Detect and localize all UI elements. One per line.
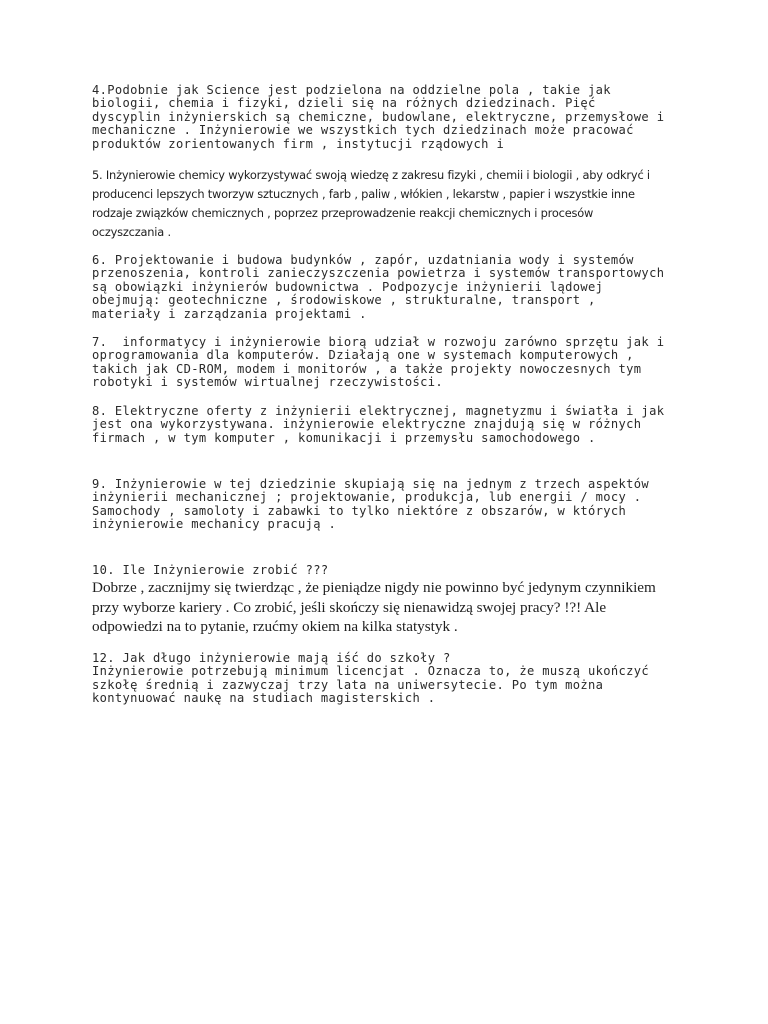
paragraph-line: szkołę średnią i zazwyczaj trzy lata na uniwersytecie. Po tym można [92,677,604,692]
paragraph-6 [92,254,682,321]
paragraph-line: są obowiązki inżynierów budownictwa . Podpozycje inżynierii lądowej [92,279,604,294]
paragraph-line: rodzaje związków chemicznych , poprzez przeprowadzenie reakcji chemicznych i procesów [92,206,594,220]
paragraph-line: jest ona wykorzystywana. inżynierowie elektryczne znajdują się w różnych [92,417,642,432]
paragraph-line: Dobrze , zacznijmy się twierdząc , że pieniądze nigdy nie powinno być jedynym czynnikiem [92,579,656,597]
section-10 [92,564,682,636]
paragraph-line: oprogramowania dla komputerów. Działają one w systemach komputerowych , [92,348,634,363]
paragraph-line: oczyszczania . [92,225,171,239]
paragraph-line: materiały i zarządzania projektami . [92,306,367,321]
paragraph-line: 5. Inżynierowie chemicy wykorzystywać swoją wiedzę z zakresu fizyki , chemii i biologii , aby odkryć i [92,168,650,182]
paragraph-line: produktów zorientowanych firm , instytucji rządowych i [92,136,505,151]
paragraph-4 [92,84,682,151]
paragraph-7 [92,336,682,390]
paragraph-line: 6. Projektowanie i budowa budynków , zapór, uzdatniania wody i systemów [92,253,634,267]
paragraph-line: Inżynierowie potrzebują minimum licencjat . Oznacza to, że muszą ukończyć [92,664,650,679]
paragraph-line: przy wyborze kariery . Co zrobić, jeśli skończy się nienawidzą swojej pracy? !?! Ale [92,598,607,616]
paragraph-line: firmach , w tym komputer , komunikacji i przemysłu samochodowego . [92,430,596,445]
paragraph-line: inżynierowie mechanicy pracują . [92,517,337,532]
section-12 [92,652,682,706]
paragraph-line: przenoszenia, kontroli zanieczyszczenia powietrza i systemów transportowych [92,266,665,281]
paragraph-line: producenci lepszych tworzyw sztucznych , farb , paliw , włókien , lekarstw , papier i wszystkie inne [92,187,635,201]
paragraph-line: inżynierii mechanicznej ; projektowanie, produkcja, lub energii / mocy . [92,490,642,505]
paragraph-line: 8. Elektryczne oferty z inżynierii elektrycznej, magnetyzmu i światła i jak [92,404,665,418]
paragraph-line: 7. informatycy i inżynierowie biorą udział w rozwoju zarówno sprzętu jak i [92,335,665,349]
paragraph-line: 9. Inżynierowie w tej dziedzinie skupiają się na jednym z trzech aspektów [92,477,650,491]
paragraph-line: odpowiedzi na to pytanie, rzućmy okiem na kilka statystyk . [92,618,458,635]
paragraph-5 [92,166,682,242]
paragraph-line: 4.Podobnie jak Science jest podzielona na oddzielne pola , takie jak [92,83,611,97]
paragraph-line: obejmują: geotechniczne , środowiskowe , strukturalne, transport , [92,293,596,308]
paragraph-8 [92,405,682,445]
paragraph-line: kontynuować naukę na studiach magisterskich . [92,691,436,706]
section-body [92,578,682,636]
paragraph-line: Samochody , samoloty i zabawki to tylko niektóre z obszarów, w których [92,503,627,518]
paragraph-line: takich jak CD-ROM, modem i monitorów , a także projekty nowoczesnych tym [92,361,642,376]
section-heading: 12. Jak długo inżynierowie mają iść do szkoły ? [92,651,451,665]
paragraph-9 [92,478,682,532]
paragraph-line: mechaniczne . Inżynierowie we wszystkich tych dziedzinach może pracować [92,123,634,138]
paragraph-line: robotyki i systemów wirtualnej rzeczywistości. [92,375,444,390]
paragraph-line: biologii, chemia i fizyki, dzieli się na różnych dziedzinach. Pięć [92,96,596,111]
paragraph-line: dyscyplin inżynierskich są chemiczne, budowlane, elektryczne, przemysłowe i [92,109,665,124]
section-heading: 10. Ile Inżynierowie zrobić ??? [92,563,329,577]
